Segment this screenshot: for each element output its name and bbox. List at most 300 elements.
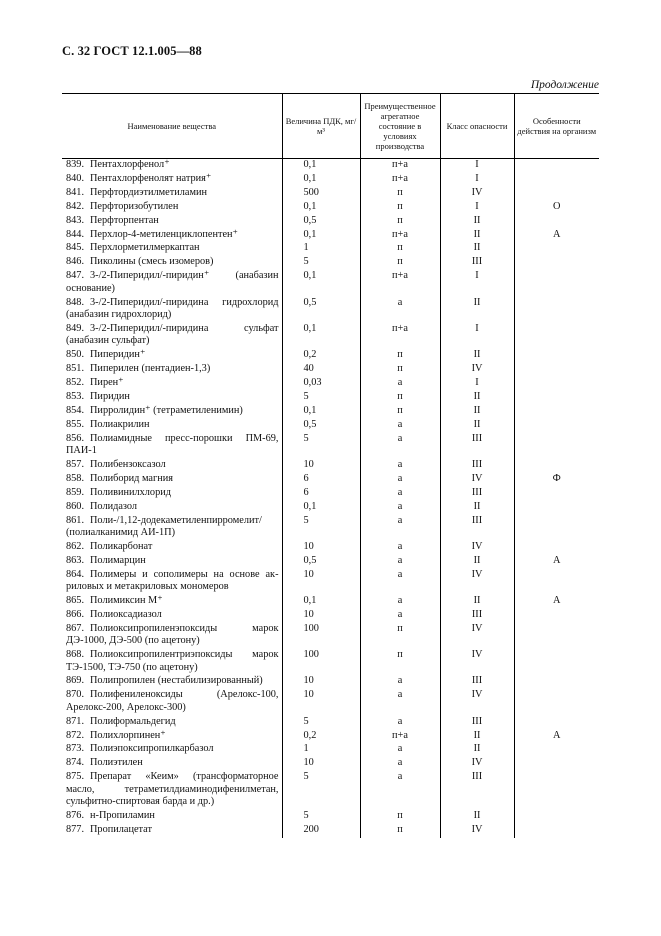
substance-name: Пентахлорфенолят натрия⁺: [90, 172, 212, 184]
hazard-class: II: [440, 730, 514, 744]
substance-name-cell: [62, 201, 282, 215]
substance-name-cell: [62, 215, 282, 229]
action-feature: [514, 391, 599, 405]
pdk-value: 0,1: [282, 501, 360, 515]
pdk-value: 10: [282, 757, 360, 771]
pdk-value: 500: [282, 187, 360, 201]
substance-name-cell: [62, 270, 282, 296]
table-row: [62, 609, 599, 623]
continuation-label: Продолжение: [530, 79, 599, 91]
aggregate-state: а: [360, 541, 440, 555]
table-row: [62, 743, 599, 757]
pdk-value: 5: [282, 391, 360, 405]
substance-name: Полиборид магния: [90, 472, 173, 484]
table-row: [62, 824, 599, 838]
hazard-class: II: [440, 349, 514, 363]
pdk-value: 0,2: [282, 730, 360, 744]
substance-name: Полиоксипропилентриэпоксиды марок ТЭ-1500, ТЭ-750 (по ацетону): [66, 649, 279, 673]
table-row: [62, 487, 599, 501]
pdk-value: 0,1: [282, 270, 360, 296]
page-header: С. 32 ГОСТ 12.1.005—88: [62, 44, 202, 58]
hazard-class: II: [440, 405, 514, 419]
table-row: [62, 242, 599, 256]
action-feature: [514, 349, 599, 363]
action-feature: [514, 270, 599, 296]
hazard-class: IV: [440, 569, 514, 595]
action-feature: [514, 689, 599, 715]
aggregate-state: п: [360, 391, 440, 405]
substance-name-cell: [62, 433, 282, 459]
action-feature: [514, 459, 599, 473]
action-feature: [514, 487, 599, 501]
substance-name-cell: [62, 716, 282, 730]
action-feature: [514, 297, 599, 323]
row-number: 872.: [66, 729, 85, 741]
substance-name-cell: [62, 743, 282, 757]
aggregate-state: п: [360, 363, 440, 377]
hazard-class: II: [440, 810, 514, 824]
table-row: [62, 159, 599, 173]
pdk-value: 0,1: [282, 229, 360, 243]
action-feature: [514, 609, 599, 623]
hazard-class: III: [440, 771, 514, 810]
row-number: 841.: [66, 186, 85, 198]
substance-name-cell: [62, 391, 282, 405]
aggregate-state: п: [360, 215, 440, 229]
substance-name: Поливинилхлорид: [90, 486, 171, 498]
hazard-class: IV: [440, 824, 514, 838]
action-feature: [514, 405, 599, 419]
row-number: 849.: [66, 322, 85, 334]
substance-name: Пиперидин⁺: [90, 349, 146, 361]
hazard-class: III: [440, 433, 514, 459]
table-row: [62, 810, 599, 824]
table-row: [62, 270, 599, 296]
aggregate-state: п+а: [360, 730, 440, 744]
aggregate-state: п: [360, 623, 440, 649]
aggregate-state: п: [360, 349, 440, 363]
row-number: 864.: [66, 568, 85, 580]
hazard-class: II: [440, 743, 514, 757]
action-feature: [514, 649, 599, 675]
substance-name: Полиформальдегид: [90, 715, 176, 727]
pdk-value: 5: [282, 771, 360, 810]
substance-name-cell: [62, 595, 282, 609]
pdk-value: 0,5: [282, 419, 360, 433]
substance-name: Полиэпоксипропилкарбазол: [90, 743, 214, 755]
hazard-class: III: [440, 487, 514, 501]
table-body: [62, 159, 599, 838]
hazard-class: II: [440, 229, 514, 243]
hazard-class: I: [440, 159, 514, 173]
aggregate-state: а: [360, 515, 440, 541]
substance-name: Полиакрилин: [90, 418, 150, 430]
aggregate-state: а: [360, 771, 440, 810]
table-row: [62, 757, 599, 771]
action-feature: А: [514, 595, 599, 609]
pdk-value: 6: [282, 473, 360, 487]
hazard-class: III: [440, 716, 514, 730]
aggregate-state: а: [360, 757, 440, 771]
row-number: 858.: [66, 472, 85, 484]
substance-name-cell: [62, 256, 282, 270]
aggregate-state: а: [360, 555, 440, 569]
row-number: 873.: [66, 743, 85, 755]
table-row: [62, 433, 599, 459]
table-row: [62, 595, 599, 609]
substance-name-cell: [62, 487, 282, 501]
table-row: [62, 541, 599, 555]
action-feature: [514, 215, 599, 229]
table-row: [62, 569, 599, 595]
pdk-value: 200: [282, 824, 360, 838]
aggregate-state: а: [360, 433, 440, 459]
aggregate-state: а: [360, 595, 440, 609]
substance-name-cell: [62, 730, 282, 744]
aggregate-state: п+а: [360, 229, 440, 243]
pdk-value: 0,1: [282, 159, 360, 173]
table-row: [62, 391, 599, 405]
pdk-value: 10: [282, 609, 360, 623]
aggregate-state: а: [360, 569, 440, 595]
substance-name-cell: [62, 609, 282, 623]
hazard-class: II: [440, 555, 514, 569]
action-feature: А: [514, 555, 599, 569]
column-header-aggregate: Преимущественное агрегатное состояние в условиях производства: [360, 94, 440, 159]
substance-name-cell: [62, 515, 282, 541]
action-feature: [514, 515, 599, 541]
action-feature: [514, 363, 599, 377]
substance-name-cell: [62, 541, 282, 555]
action-feature: [514, 242, 599, 256]
table-row: [62, 459, 599, 473]
table-row: [62, 349, 599, 363]
action-feature: [514, 824, 599, 838]
substance-name-cell: [62, 349, 282, 363]
pdk-value: 10: [282, 689, 360, 715]
hazard-class: I: [440, 201, 514, 215]
table-row: [62, 405, 599, 419]
substance-name: Перфторпентан: [90, 214, 159, 226]
substance-name: Полимиксин М⁺: [90, 595, 163, 606]
table-header-row: [62, 94, 599, 159]
hazard-class: IV: [440, 689, 514, 715]
table-row: [62, 473, 599, 487]
substance-name: Полиэтилен: [90, 757, 143, 769]
pdk-value: 10: [282, 569, 360, 595]
aggregate-state: п: [360, 649, 440, 675]
hazard-class: I: [440, 173, 514, 187]
substance-name-cell: [62, 649, 282, 675]
substance-name: Полиамидные пресс-порошки ПМ-69, ПАИ-1: [66, 432, 279, 457]
pdk-value: 10: [282, 675, 360, 689]
action-feature: [514, 159, 599, 173]
pdk-value: 5: [282, 515, 360, 541]
substance-name: Полимеры и сополимеры на основе акриловых и метакриловых мономеров: [66, 568, 279, 593]
aggregate-state: а: [360, 609, 440, 623]
aggregate-state: а: [360, 459, 440, 473]
aggregate-state: п+а: [360, 159, 440, 173]
table-row: [62, 515, 599, 541]
action-feature: [514, 771, 599, 810]
pdk-value: 10: [282, 541, 360, 555]
substances-table: [62, 93, 599, 838]
action-feature: [514, 675, 599, 689]
row-number: 855.: [66, 418, 85, 430]
hazard-class: IV: [440, 757, 514, 771]
hazard-class: II: [440, 215, 514, 229]
table-row: [62, 201, 599, 215]
aggregate-state: а: [360, 297, 440, 323]
substance-name: Перфтордиэтилметиламин: [90, 186, 208, 198]
hazard-class: III: [440, 459, 514, 473]
hazard-class: III: [440, 675, 514, 689]
hazard-class: III: [440, 609, 514, 623]
row-number: 865.: [66, 595, 85, 606]
row-number: 876.: [66, 810, 85, 821]
substance-name-cell: [62, 419, 282, 433]
row-number: 866.: [66, 608, 85, 620]
aggregate-state: п: [360, 256, 440, 270]
substance-name: Полиоксипропиленэпоксиды марок ДЭ-1000, ДЭ-500 (по ацетону): [66, 622, 279, 647]
table-row: [62, 215, 599, 229]
row-number: 848.: [66, 296, 85, 308]
action-feature: [514, 743, 599, 757]
action-feature: [514, 810, 599, 824]
action-feature: [514, 757, 599, 771]
action-feature: [514, 173, 599, 187]
table-row: [62, 730, 599, 744]
row-number: 869.: [66, 675, 85, 687]
row-number: 842.: [66, 200, 85, 212]
row-number: 854.: [66, 404, 85, 416]
hazard-class: I: [440, 377, 514, 391]
aggregate-state: п+а: [360, 270, 440, 296]
pdk-value: 0,1: [282, 323, 360, 349]
row-number: 851.: [66, 363, 85, 375]
row-number: 867.: [66, 622, 85, 634]
aggregate-state: п: [360, 405, 440, 419]
row-number: 852.: [66, 377, 85, 388]
row-number: 868.: [66, 649, 85, 661]
action-feature: [514, 256, 599, 270]
row-number: 840.: [66, 172, 85, 184]
substance-name: 3-/2-Пиперидил/-пиридин⁺ (анабазин основание): [66, 270, 279, 294]
column-header-hazard-class: Класс опасности: [440, 94, 514, 159]
table-row: [62, 675, 599, 689]
action-feature: [514, 541, 599, 555]
pdk-value: 5: [282, 256, 360, 270]
row-number: 863.: [66, 554, 85, 566]
column-header-pdk: Величина ПДК, мг/м³: [282, 94, 360, 159]
table-row: [62, 501, 599, 515]
hazard-class: II: [440, 391, 514, 405]
substance-name-cell: [62, 810, 282, 824]
substance-name: н-Пропиламин: [90, 810, 155, 821]
action-feature: О: [514, 201, 599, 215]
aggregate-state: а: [360, 487, 440, 501]
action-feature: [514, 623, 599, 649]
row-number: 843.: [66, 214, 85, 226]
table-row: [62, 323, 599, 349]
pdk-value: 1: [282, 743, 360, 757]
table-row: [62, 716, 599, 730]
pdk-value: 0,1: [282, 405, 360, 419]
substance-name: Препарат «Кеим» (трансформаторное масло, тетраметилдиаминодифенилметан, сульфитно-спиртовая барда и др.): [66, 771, 279, 808]
substance-name-cell: [62, 569, 282, 595]
substance-name: Полихлорпинен⁺: [90, 729, 166, 741]
hazard-class: IV: [440, 541, 514, 555]
substance-name-cell: [62, 242, 282, 256]
substance-name-cell: [62, 689, 282, 715]
row-number: 860.: [66, 500, 85, 512]
aggregate-state: а: [360, 689, 440, 715]
pdk-value: 40: [282, 363, 360, 377]
action-feature: А: [514, 229, 599, 243]
pdk-value: 0,1: [282, 201, 360, 215]
substance-name-cell: [62, 555, 282, 569]
row-number: 859.: [66, 486, 85, 498]
substance-name: Поли-/1,12-додекаметиленпирромелит/ (полиалканимид АИ-1П): [66, 514, 262, 538]
table-row: [62, 419, 599, 433]
row-number: 861.: [66, 514, 85, 526]
substance-name-cell: [62, 173, 282, 187]
hazard-class: II: [440, 419, 514, 433]
substance-name: Пиколины (смесь изомеров): [90, 256, 214, 268]
pdk-value: 0,2: [282, 349, 360, 363]
substance-name-cell: [62, 323, 282, 349]
aggregate-state: п: [360, 810, 440, 824]
column-header-features: Особенности действия на организм: [514, 94, 599, 159]
substance-name: 3-/2-Пиперидил/-пиридина сульфат (анабазин сульфат): [66, 322, 279, 347]
row-number: 847.: [66, 270, 85, 282]
aggregate-state: п: [360, 824, 440, 838]
aggregate-state: а: [360, 473, 440, 487]
pdk-value: 0,1: [282, 595, 360, 609]
pdk-value: 100: [282, 649, 360, 675]
substance-name: Перфторизобутилен: [90, 200, 179, 212]
aggregate-state: а: [360, 501, 440, 515]
substance-name: Полибензоксазол: [90, 458, 166, 470]
table-row: [62, 173, 599, 187]
hazard-class: I: [440, 323, 514, 349]
substance-name-cell: [62, 297, 282, 323]
substance-name: Пирролидин⁺ (тетраметиленимин): [90, 404, 243, 416]
substance-name-cell: [62, 501, 282, 515]
pdk-value: 6: [282, 487, 360, 501]
hazard-class: III: [440, 256, 514, 270]
table-row: [62, 649, 599, 675]
action-feature: [514, 569, 599, 595]
aggregate-state: а: [360, 743, 440, 757]
substance-name: Пиридин: [90, 390, 130, 402]
action-feature: [514, 433, 599, 459]
table-row: [62, 229, 599, 243]
substance-name-cell: [62, 675, 282, 689]
pdk-value: 5: [282, 433, 360, 459]
table-row: [62, 555, 599, 569]
row-number: 839.: [66, 159, 85, 170]
table-row: [62, 297, 599, 323]
row-number: 850.: [66, 349, 85, 361]
aggregate-state: а: [360, 377, 440, 391]
hazard-class: II: [440, 501, 514, 515]
action-feature: А: [514, 730, 599, 744]
substance-name-cell: [62, 473, 282, 487]
row-number: 856.: [66, 432, 85, 444]
pdk-value: 10: [282, 459, 360, 473]
table-row: [62, 363, 599, 377]
substance-name-cell: [62, 229, 282, 243]
substance-name: Пиперилен (пентадиен-1,3): [90, 363, 211, 375]
hazard-class: IV: [440, 363, 514, 377]
aggregate-state: п+а: [360, 173, 440, 187]
action-feature: [514, 323, 599, 349]
aggregate-state: п+а: [360, 323, 440, 349]
action-feature: [514, 187, 599, 201]
row-number: 874.: [66, 757, 85, 769]
aggregate-state: а: [360, 716, 440, 730]
row-number: 846.: [66, 256, 85, 268]
table-row: [62, 256, 599, 270]
substance-name: Пентахлорфенол⁺: [90, 159, 170, 170]
hazard-class: IV: [440, 649, 514, 675]
row-number: 844.: [66, 228, 85, 240]
action-feature: [514, 377, 599, 391]
hazard-class: II: [440, 242, 514, 256]
substance-name: Полимарцин: [90, 554, 146, 566]
substance-name-cell: [62, 363, 282, 377]
table-row: [62, 771, 599, 810]
aggregate-state: п: [360, 242, 440, 256]
substance-name: Пирен⁺: [90, 377, 124, 388]
substance-name: 3-/2-Пиперидил/-пиридина гидрохлорид (анабазин гидрохлорид): [66, 296, 279, 320]
substance-name: Поликарбонат: [90, 540, 153, 552]
action-feature: [514, 716, 599, 730]
hazard-class: IV: [440, 623, 514, 649]
pdk-value: 5: [282, 810, 360, 824]
substance-name-cell: [62, 187, 282, 201]
pdk-value: 0,5: [282, 555, 360, 569]
aggregate-state: а: [360, 675, 440, 689]
table-row: [62, 377, 599, 391]
substance-name-cell: [62, 377, 282, 391]
hazard-class: II: [440, 297, 514, 323]
action-feature: Ф: [514, 473, 599, 487]
substance-name: Полиоксадиазол: [90, 608, 162, 620]
action-feature: [514, 501, 599, 515]
row-number: 853.: [66, 390, 85, 402]
substance-name-cell: [62, 159, 282, 173]
pdk-value: 0,03: [282, 377, 360, 391]
substance-name-cell: [62, 405, 282, 419]
row-number: 870.: [66, 689, 85, 701]
aggregate-state: п: [360, 187, 440, 201]
substance-name-cell: [62, 459, 282, 473]
aggregate-state: а: [360, 419, 440, 433]
pdk-value: 0,5: [282, 297, 360, 323]
pdk-value: 1: [282, 242, 360, 256]
pdk-value: 5: [282, 716, 360, 730]
pdk-value: 0,1: [282, 173, 360, 187]
table-row: [62, 623, 599, 649]
substance-name: Пропилацетат: [90, 823, 152, 835]
column-header-name: Наименование вещества: [62, 94, 282, 159]
row-number: 875.: [66, 771, 85, 783]
hazard-class: I: [440, 270, 514, 296]
substance-name-cell: [62, 771, 282, 810]
table-row: [62, 689, 599, 715]
